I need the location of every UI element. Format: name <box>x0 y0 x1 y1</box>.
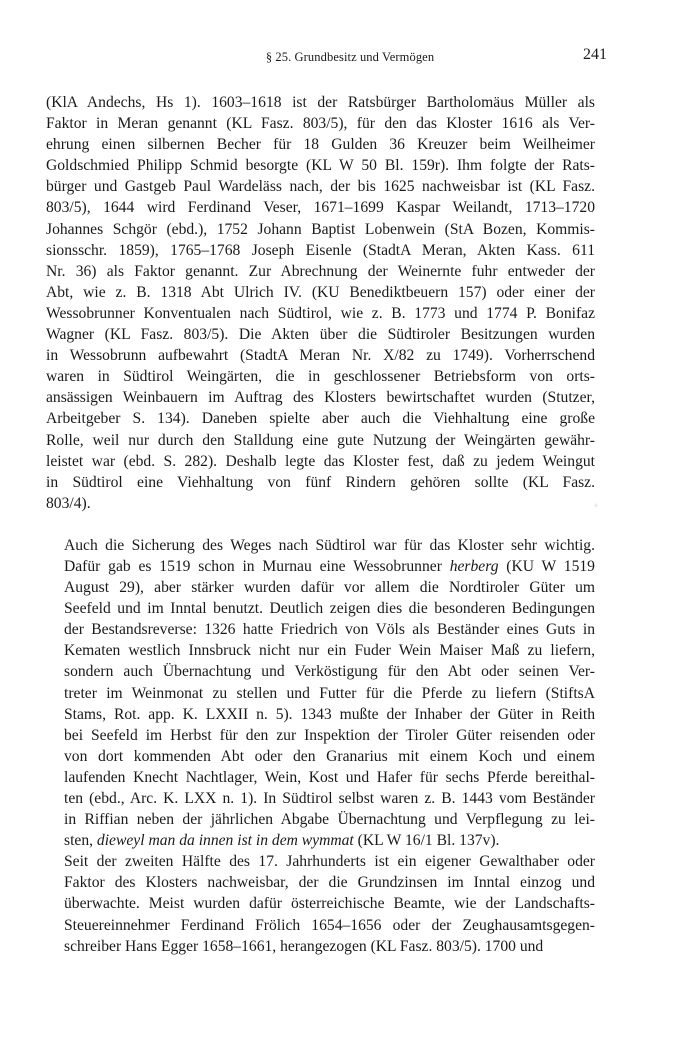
text-line: sten, dieweyl man da innen ist in dem wymmat (KL W 16/1 Bl. 137v). <box>64 832 500 850</box>
text-line: waren in Südtirol Weingärten, die in geschlossener Betriebsform von orts- <box>46 368 595 386</box>
text-line: Seit der zweiten Hälfte des 17. Jahrhunderts ist ein eigener Gewalthaber oder <box>64 853 595 871</box>
text-line: Wessobrunner Konventualen nach Südtirol, wie z. B. 1773 und 1774 P. Bonifaz <box>46 304 595 322</box>
paragraph-1 <box>46 92 595 514</box>
text-line: (KlA Andechs, Hs 1). 1603–1618 ist der Ratsbürger Bartholomäus Müller als <box>46 94 595 111</box>
italic-quote: dieweyl man da innen ist in dem wymmat <box>96 832 354 850</box>
text-line: leistet war (ebd. S. 282). Deshalb legte das Kloster fest, daß zu jedem Weingut <box>46 452 595 470</box>
text-line: ten (ebd., Arc. K. LXX n. 1). In Südtirol selbst waren z. B. 1443 vom Beständer <box>64 790 595 807</box>
running-head: § 25. Grundbesitz und Vermögen <box>265 50 435 64</box>
paragraph-2 <box>46 535 595 851</box>
text-line: Rolle, weil nur durch den Stalldung eine gute Nutzung der Weingärten gewähr- <box>46 431 595 449</box>
text-line: überwachte. Meist wurden dafür österreichische Beamte, wie der Landschafts- <box>64 895 595 913</box>
text-line: sionsschr. 1859), 1765–1768 Joseph Eisenle (StadtA Meran, Akten Kass. 611 <box>46 241 595 259</box>
text-line: 803/5), 1644 wird Ferdinand Veser, 1671–1699 Kaspar Weilandt, 1713–1720 <box>46 199 595 217</box>
text-line: bei Seefeld im Herbst für den zur Inspektion der Tiroler Güter reisenden oder <box>64 726 595 744</box>
text-line: Goldschmied Philipp Schmid besorgte (KL W 50 Bl. 159r). Ihm folgte der Rats- <box>46 157 595 175</box>
text-line: 803/4). <box>46 494 91 512</box>
text-line: sondern auch Übernachtung und Verköstigung für den Abt oder seinen Ver- <box>64 663 595 681</box>
text-line: Faktor in Meran genannt (KL Fasz. 803/5), für den das Kloster 1616 als Ver- <box>46 115 595 133</box>
text-line: ansässigen Weinbauern im Auftrag des Klosters bewirtschaftet wurden (Stutzer, <box>46 389 595 407</box>
text-line: in Südtirol eine Viehhaltung von fünf Rindern gehören sollte (KL Fasz. <box>46 473 595 491</box>
text-line: Kematen westlich Innsbruck nicht nur ein Fuder Wein Maiser Maß zu liefern, <box>64 642 595 660</box>
text-line: Faktor des Klosters nachweisbar, der die Grundzinsen im Inntal einzog und <box>64 874 595 892</box>
italic-quote: herberg <box>449 557 499 575</box>
text-line: Abt, wie z. B. 1318 Abt Ulrich IV. (KU Benediktbeuern 157) oder einer der <box>46 283 595 301</box>
text-line: Seefeld und im Inntal benutzt. Deutlich zeigen dies die besonderen Bedingungen <box>64 600 595 618</box>
text-line: Stams, Rot. app. K. LXXII n. 5). 1343 mußte der Inhaber der Güter in Reith <box>64 705 595 723</box>
text-line: ehrung einen silbernen Becher für 18 Gulden 36 Kreuzer beim Weilheimer <box>46 136 595 154</box>
scan-speck-mark: ✧ <box>593 502 599 510</box>
text-line: Nr. 36) als Faktor genannt. Zur Abrechnung der Weinernte fuhr entweder der <box>46 262 595 280</box>
text-line: in Wessobrunn aufbewahrt (StadtA Meran Nr. X/82 zu 1749). Vorherrschend <box>46 347 595 365</box>
text-line: Johannes Schgör (ebd.), 1752 Johann Baptist Lobenwein (StA Bozen, Kommis- <box>46 220 595 238</box>
text-line: in Riffian neben der jährlichen Abgabe Übernachtung und Verpflegung zu lei- <box>64 811 595 829</box>
text-line: laufenden Knecht Nachtlager, Wein, Kost und Hafer für sechs Pferde bereithal- <box>64 768 595 786</box>
text-line: Arbeitgeber S. 134). Daneben spielte aber auch die Viehhaltung eine große <box>46 410 595 428</box>
body-text <box>46 92 595 957</box>
text-line: Wagner (KL Fasz. 803/5). Die Akten über die Südtiroler Besitzungen wurden <box>46 326 595 344</box>
page-header <box>0 46 700 70</box>
text-line: bürger und Gastgeb Paul Wardeläss nach, der bis 1625 nachweisbar ist (KL Fasz. <box>46 178 595 196</box>
text-line: August 29), aber stärker wurden dafür vor allem die Nordtiroler Güter um <box>64 579 595 597</box>
text-line: schreiber Hans Egger 1658–1661, herangezogen (KL Fasz. 803/5). 1700 und <box>64 937 544 955</box>
text-line: Steuereinnehmer Ferdinand Frölich 1654–1656 oder der Zeughausamtsgegen- <box>64 916 595 934</box>
text-line: der Bestandsreverse: 1326 hatte Friedrich von Völs als Beständer eines Guts in <box>64 621 595 639</box>
text-line: von dort kommenden Abt oder den Granarius mit einem Koch und einem <box>64 747 595 765</box>
paragraph-3 <box>46 851 595 956</box>
text-line: Dafür gab es 1519 schon in Murnau eine Wessobrunner herberg (KU W 1519 <box>64 557 595 575</box>
page-number: 241 <box>583 46 607 63</box>
text-line: Auch die Sicherung des Weges nach Südtirol war für das Kloster sehr wichtig. <box>64 536 595 554</box>
text-line: treter im Weinmonat zu stellen und Futter für die Pferde zu liefern (StiftsA <box>64 684 595 702</box>
